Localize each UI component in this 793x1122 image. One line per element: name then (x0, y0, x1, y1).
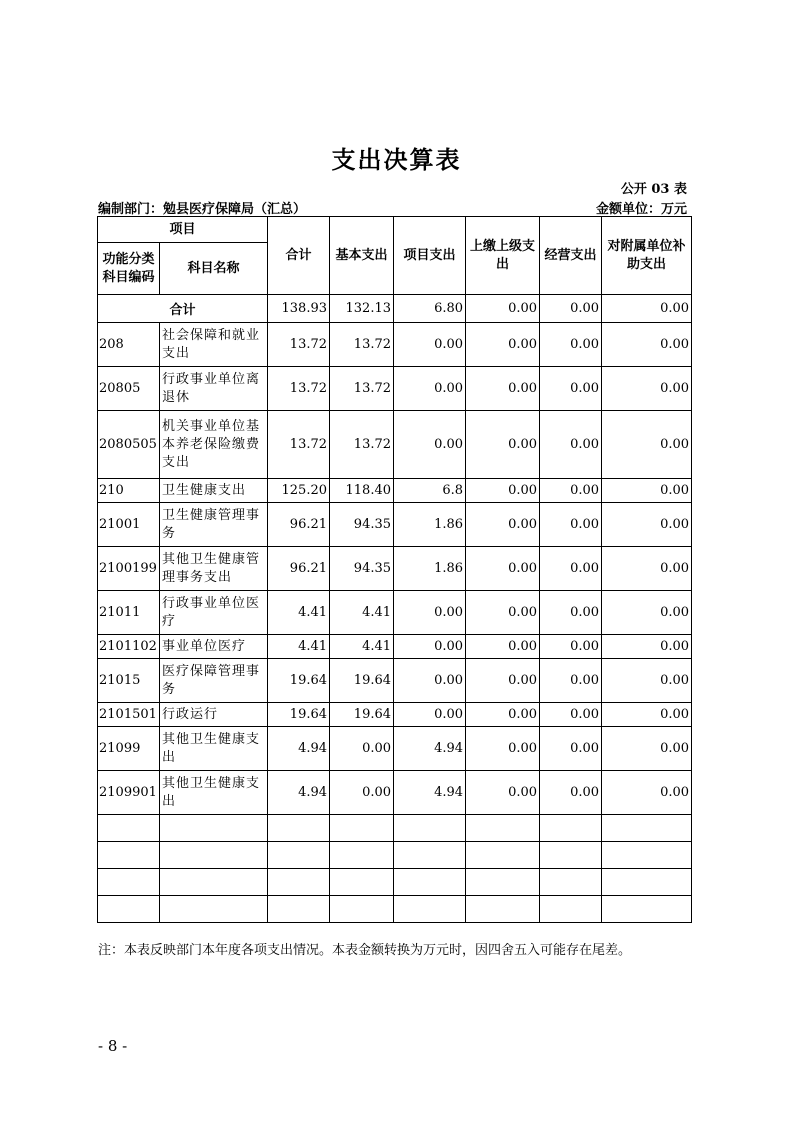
empty-cell (466, 842, 540, 869)
unit-label: 金额单位：万元 (595, 202, 687, 217)
empty-cell (394, 842, 466, 869)
row-value: 0.00 (466, 591, 540, 635)
row-code: 208 (98, 323, 160, 367)
row-value: 1.86 (394, 503, 466, 547)
total-label: 合计 (98, 295, 268, 323)
total-row (98, 295, 692, 323)
row-value: 0.00 (602, 323, 692, 367)
empty-cell (540, 842, 602, 869)
row-code: 2080505 (98, 411, 160, 479)
row-name: 其他卫生健康支出 (160, 771, 268, 815)
empty-cell (540, 815, 602, 842)
empty-cell (466, 869, 540, 896)
row-name: 医疗保障管理事务 (160, 659, 268, 703)
empty-row (98, 842, 692, 869)
total-value: 0.00 (540, 295, 602, 323)
row-value: 96.21 (268, 503, 330, 547)
table-row (98, 591, 692, 635)
empty-cell (268, 815, 330, 842)
row-name: 卫生健康支出 (160, 479, 268, 503)
row-value: 0.00 (394, 411, 466, 479)
row-value: 0.00 (602, 367, 692, 411)
row-value: 0.00 (394, 635, 466, 659)
row-value: 19.64 (330, 659, 394, 703)
row-value: 0.00 (540, 635, 602, 659)
empty-cell (160, 896, 268, 923)
empty-cell (394, 896, 466, 923)
table-row (98, 703, 692, 727)
row-value: 0.00 (602, 771, 692, 815)
total-value: 0.00 (466, 295, 540, 323)
row-value: 0.00 (602, 591, 692, 635)
row-code: 20805 (98, 367, 160, 411)
row-value: 0.00 (394, 367, 466, 411)
row-value: 94.35 (330, 503, 394, 547)
table-row (98, 503, 692, 547)
empty-row (98, 869, 692, 896)
header-total: 合计 (268, 217, 330, 295)
row-value: 4.94 (394, 771, 466, 815)
expenditure-table (97, 216, 692, 923)
header-subsidy: 对附属单位补助支出 (602, 217, 692, 295)
row-value: 0.00 (466, 479, 540, 503)
row-value: 13.72 (268, 367, 330, 411)
row-value: 4.94 (268, 727, 330, 771)
row-value: 0.00 (394, 703, 466, 727)
row-value: 0.00 (540, 503, 602, 547)
empty-cell (160, 869, 268, 896)
row-value: 0.00 (466, 703, 540, 727)
empty-cell (268, 869, 330, 896)
row-value: 1.86 (394, 547, 466, 591)
empty-cell (160, 842, 268, 869)
empty-cell (268, 842, 330, 869)
row-code: 21015 (98, 659, 160, 703)
row-value: 0.00 (540, 323, 602, 367)
empty-cell (602, 815, 692, 842)
table-row (98, 367, 692, 411)
row-value: 0.00 (540, 367, 602, 411)
row-code: 2100199 (98, 547, 160, 591)
empty-cell (602, 896, 692, 923)
row-value: 0.00 (602, 727, 692, 771)
empty-cell (394, 815, 466, 842)
row-value: 4.94 (268, 771, 330, 815)
row-value: 0.00 (540, 771, 602, 815)
row-value: 0.00 (540, 703, 602, 727)
header-project: 项目支出 (394, 217, 466, 295)
empty-cell (268, 896, 330, 923)
row-code: 210 (98, 479, 160, 503)
row-value: 4.94 (394, 727, 466, 771)
table-row (98, 727, 692, 771)
row-value: 0.00 (540, 659, 602, 703)
row-value: 0.00 (602, 411, 692, 479)
header-code: 功能分类科目编码 (98, 243, 160, 295)
row-value: 125.20 (268, 479, 330, 503)
row-code: 2101102 (98, 635, 160, 659)
row-value: 0.00 (466, 635, 540, 659)
row-value: 0.00 (394, 591, 466, 635)
empty-cell (540, 869, 602, 896)
page-number: - 8 - (98, 1037, 128, 1055)
row-value: 0.00 (540, 547, 602, 591)
header-basic: 基本支出 (330, 217, 394, 295)
row-code: 21099 (98, 727, 160, 771)
row-value: 118.40 (330, 479, 394, 503)
row-value: 19.64 (268, 703, 330, 727)
total-value: 6.80 (394, 295, 466, 323)
row-value: 19.64 (268, 659, 330, 703)
row-value: 4.41 (268, 591, 330, 635)
row-value: 4.41 (268, 635, 330, 659)
row-name: 其他卫生健康支出 (160, 727, 268, 771)
row-value: 0.00 (602, 659, 692, 703)
row-code: 2101501 (98, 703, 160, 727)
row-name: 行政事业单位离退休 (160, 367, 268, 411)
row-value: 4.41 (330, 635, 394, 659)
form-number: 公开 03 表 (620, 182, 687, 197)
row-name: 事业单位医疗 (160, 635, 268, 659)
row-name: 机关事业单位基本养老保险缴费支出 (160, 411, 268, 479)
table-row (98, 411, 692, 479)
empty-cell (98, 869, 160, 896)
row-name: 行政事业单位医疗 (160, 591, 268, 635)
row-value: 19.64 (330, 703, 394, 727)
row-value: 0.00 (466, 771, 540, 815)
row-value: 0.00 (602, 479, 692, 503)
row-value: 13.72 (268, 323, 330, 367)
empty-cell (98, 815, 160, 842)
row-value: 0.00 (466, 547, 540, 591)
row-code: 21001 (98, 503, 160, 547)
department-label: 编制部门：勉县医疗保障局（汇总） (98, 202, 307, 217)
table-row (98, 479, 692, 503)
row-value: 0.00 (394, 323, 466, 367)
empty-cell (98, 842, 160, 869)
header-remit: 上缴上级支出 (466, 217, 540, 295)
row-value: 0.00 (466, 323, 540, 367)
row-value: 0.00 (466, 503, 540, 547)
row-value: 0.00 (540, 479, 602, 503)
empty-cell (98, 896, 160, 923)
empty-cell (160, 815, 268, 842)
row-value: 0.00 (466, 727, 540, 771)
row-value: 0.00 (602, 703, 692, 727)
total-value: 138.93 (268, 295, 330, 323)
empty-cell (466, 896, 540, 923)
empty-cell (330, 815, 394, 842)
empty-row (98, 896, 692, 923)
row-value: 13.72 (268, 411, 330, 479)
row-code: 21011 (98, 591, 160, 635)
row-value: 13.72 (330, 323, 394, 367)
row-value: 94.35 (330, 547, 394, 591)
row-value: 0.00 (394, 659, 466, 703)
empty-cell (466, 815, 540, 842)
empty-cell (330, 869, 394, 896)
row-value: 0.00 (330, 727, 394, 771)
empty-cell (602, 842, 692, 869)
empty-cell (330, 896, 394, 923)
row-value: 0.00 (466, 367, 540, 411)
total-value: 0.00 (602, 295, 692, 323)
row-value: 0.00 (330, 771, 394, 815)
row-value: 6.8 (394, 479, 466, 503)
row-value: 0.00 (602, 635, 692, 659)
row-value: 0.00 (602, 547, 692, 591)
empty-cell (330, 842, 394, 869)
row-value: 0.00 (540, 727, 602, 771)
table-row (98, 635, 692, 659)
row-value: 0.00 (466, 411, 540, 479)
table-row (98, 547, 692, 591)
page-title: 支出决算表 (331, 145, 462, 174)
row-name: 卫生健康管理事务 (160, 503, 268, 547)
total-value: 132.13 (330, 295, 394, 323)
row-code: 2109901 (98, 771, 160, 815)
row-value: 0.00 (540, 411, 602, 479)
row-value: 96.21 (268, 547, 330, 591)
empty-cell (394, 869, 466, 896)
table-row (98, 323, 692, 367)
row-value: 0.00 (466, 659, 540, 703)
header-item: 项目 (98, 217, 268, 243)
row-value: 13.72 (330, 411, 394, 479)
table-row (98, 771, 692, 815)
row-name: 社会保障和就业支出 (160, 323, 268, 367)
row-name: 行政运行 (160, 703, 268, 727)
row-value: 0.00 (540, 591, 602, 635)
footnote: 注：本表反映部门本年度各项支出情况。本表金额转换为万元时，因四舍五入可能存在尾差。 (98, 943, 632, 958)
row-value: 0.00 (602, 503, 692, 547)
row-value: 4.41 (330, 591, 394, 635)
empty-row (98, 815, 692, 842)
empty-cell (540, 896, 602, 923)
empty-cell (602, 869, 692, 896)
table-row (98, 659, 692, 703)
header-operating: 经营支出 (540, 217, 602, 295)
header-name: 科目名称 (160, 243, 268, 295)
row-value: 13.72 (330, 367, 394, 411)
row-name: 其他卫生健康管理事务支出 (160, 547, 268, 591)
